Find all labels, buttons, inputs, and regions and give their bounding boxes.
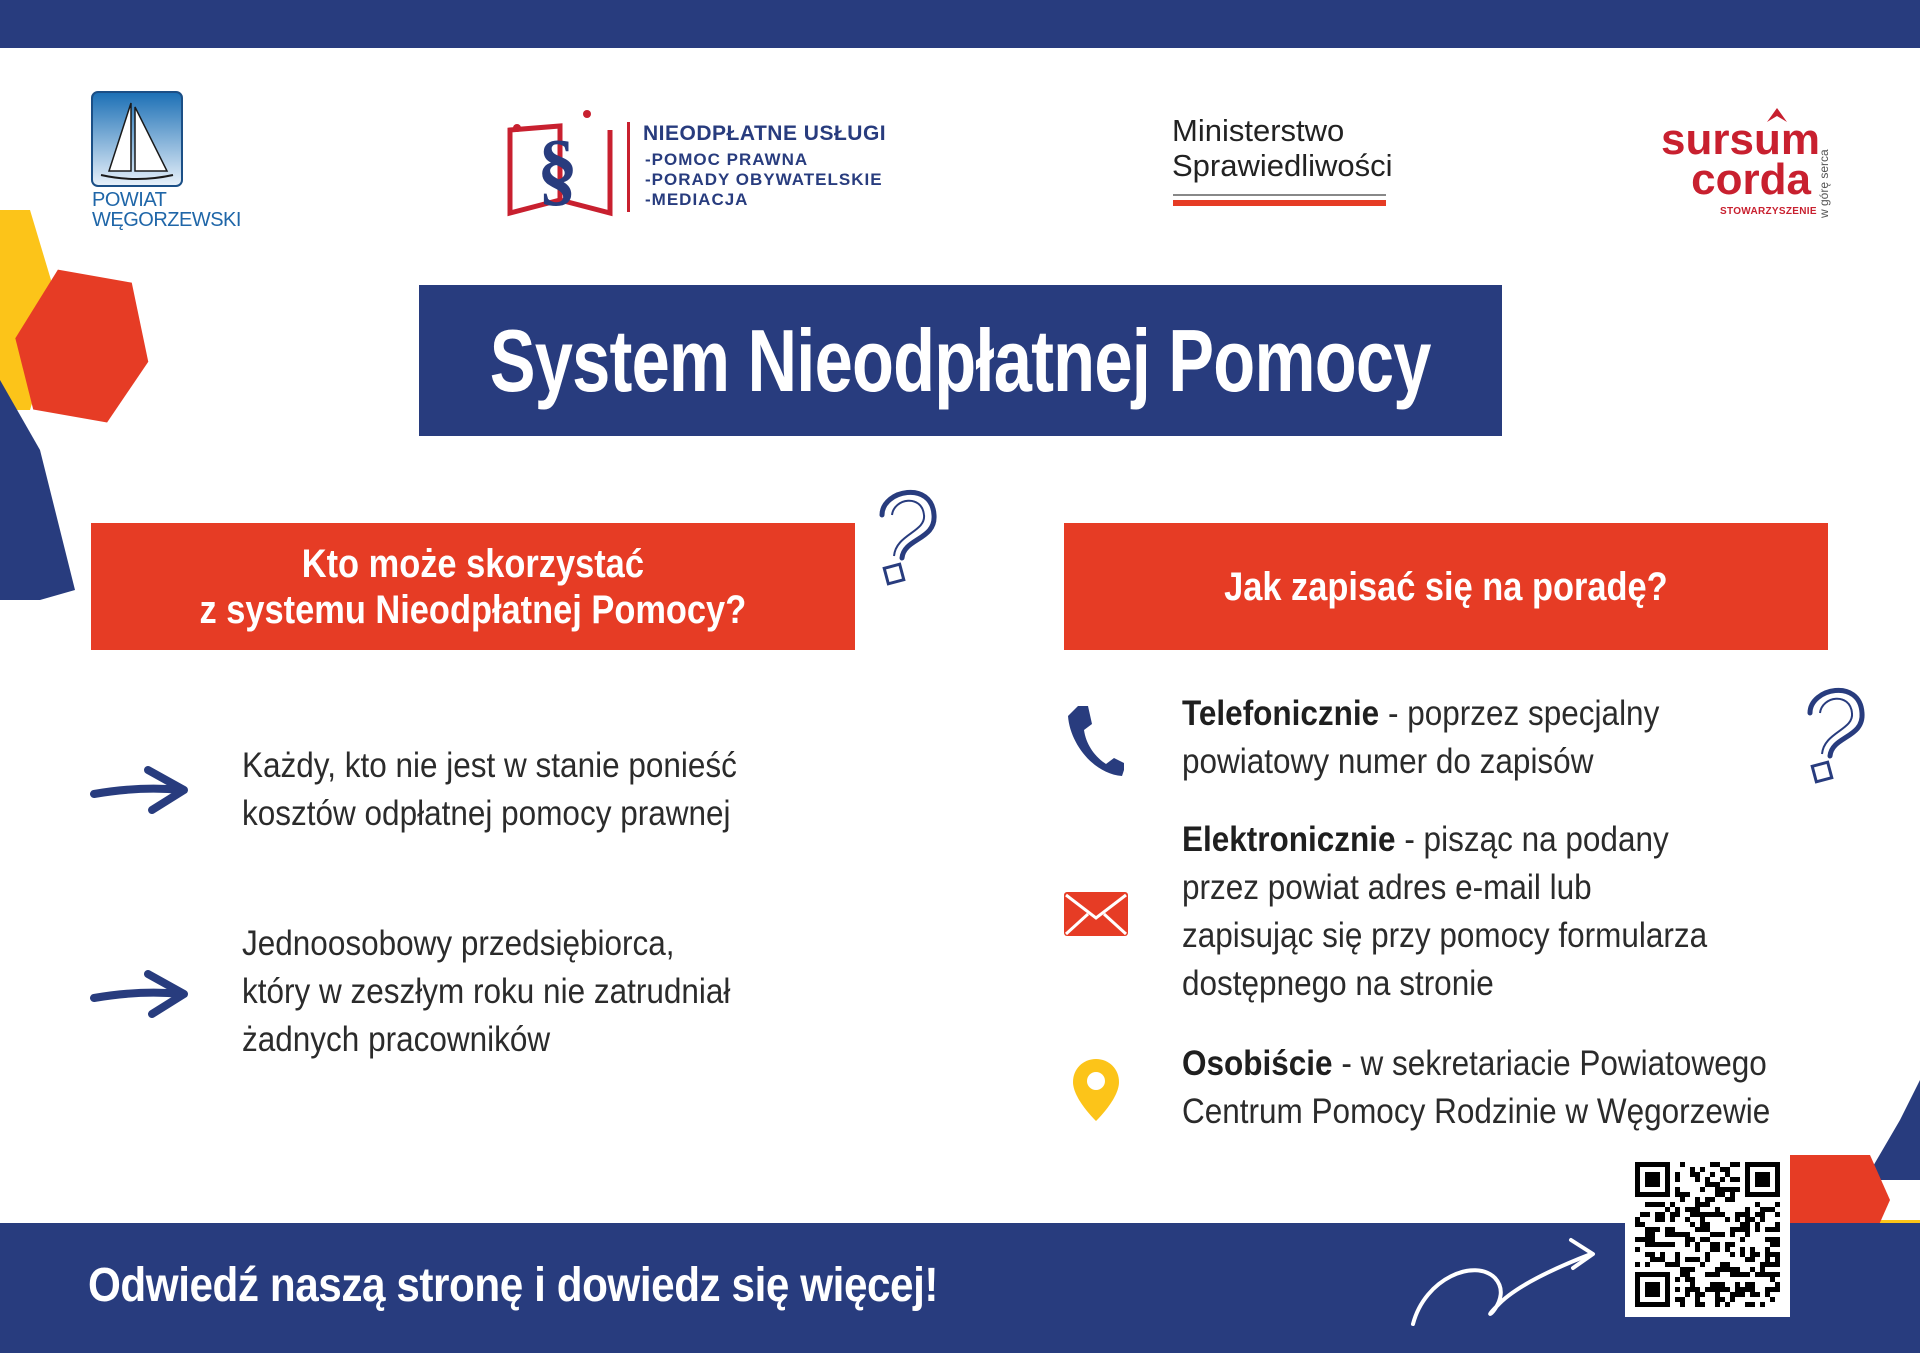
paragraph-book-icon [505, 108, 630, 218]
phone-icon [1064, 702, 1124, 778]
arrow-right-icon [90, 968, 190, 1020]
left-heading-text: Kto może skorzystać z systemu Nieodpłatnej Pomocy? [199, 541, 747, 632]
method-personal-bold: Osobiście [1182, 1044, 1333, 1083]
right-section-heading [1064, 523, 1828, 650]
method-phone-bold: Telefonicznie [1182, 694, 1380, 733]
ministry-logo-line [1173, 194, 1386, 196]
left-item-1-line: Każdy, kto nie jest w stanie ponieść [242, 746, 737, 785]
sailboat-icon [91, 91, 183, 187]
left-item-2-line: który w zeszłym roku nie zatrudniał [242, 972, 731, 1011]
left-item-2-line: Jednoosobowy przedsiębiorca, [242, 924, 675, 963]
sursum-logo-tagline: w górę serca [1817, 149, 1831, 218]
services-logo-divider [627, 122, 630, 212]
method-personal [1182, 1040, 1770, 1136]
method-email-line: dostępnego na stronie [1182, 964, 1494, 1003]
left-item-2 [242, 920, 730, 1064]
left-section-heading [91, 523, 855, 650]
sursum-logo-word2: corda [1691, 155, 1811, 204]
sursum-logo-association: STOWARZYSZENIE [1720, 206, 1817, 217]
method-email-rest: - pisząc na podany [1395, 820, 1669, 859]
sursum-corda-logo [1661, 115, 1820, 204]
qr-code[interactable] [1625, 1152, 1790, 1317]
left-item-1-line: kosztów odpłatnej pomocy prawnej [242, 794, 731, 833]
services-logo-item: -PORADY OBYWATELSKIE [645, 170, 883, 189]
services-logo-item: -MEDIACJA [645, 190, 749, 209]
location-pin-icon [1071, 1057, 1121, 1123]
top-bar [0, 0, 1920, 48]
method-email [1182, 816, 1707, 1008]
services-logo-item: -POMOC PRAWNA [645, 150, 809, 169]
method-email-line: przez powiat adres e-mail lub [1182, 868, 1592, 907]
svg-text:§: § [537, 123, 578, 214]
envelope-icon [1064, 892, 1128, 936]
right-heading-text: Jak zapisać się na poradę? [1224, 564, 1668, 609]
left-item-1 [242, 742, 737, 838]
method-email-line1 [1182, 816, 1707, 864]
left-item-2-line: żadnych pracowników [242, 1020, 551, 1059]
method-phone-line1 [1182, 690, 1659, 738]
footer-text: Odwiedź naszą stronę i dowiedz się więcej! [88, 1259, 939, 1312]
method-email-bold: Elektronicznie [1182, 820, 1396, 859]
main-title-banner [419, 285, 1502, 436]
method-phone-line: powiatowy numer do zapisów [1182, 742, 1594, 781]
sursum-logo-word1: sursum [1661, 115, 1820, 164]
question-mark-icon [872, 480, 944, 590]
arrow-right-icon [90, 764, 190, 816]
ministry-logo-red-line [1173, 200, 1386, 206]
services-logo-list [645, 150, 883, 210]
ministry-logo-text: Ministerstwo Sprawiedliwości [1172, 113, 1393, 183]
powiat-logo-text: POWIAT WĘGORZEWSKI [92, 189, 241, 231]
services-logo-title: NIEODPŁATNE USŁUGI [643, 122, 887, 145]
powiat-logo [91, 91, 183, 187]
page-title: System Nieodpłatnej Pomocy [490, 310, 1431, 410]
method-personal-line1 [1182, 1040, 1770, 1088]
question-mark-icon [1800, 678, 1872, 788]
method-phone-rest: - poprzez specjalny [1379, 694, 1660, 733]
curly-arrow-icon [1405, 1228, 1605, 1328]
method-email-line: zapisując się przy pomocy formularza [1182, 916, 1708, 955]
method-phone [1182, 690, 1659, 786]
method-personal-line: Centrum Pomocy Rodzinie w Węgorzewie [1182, 1092, 1771, 1131]
method-personal-rest: - w sekretariacie Powiatowego [1332, 1044, 1767, 1083]
qr-code-icon [1635, 1162, 1780, 1307]
